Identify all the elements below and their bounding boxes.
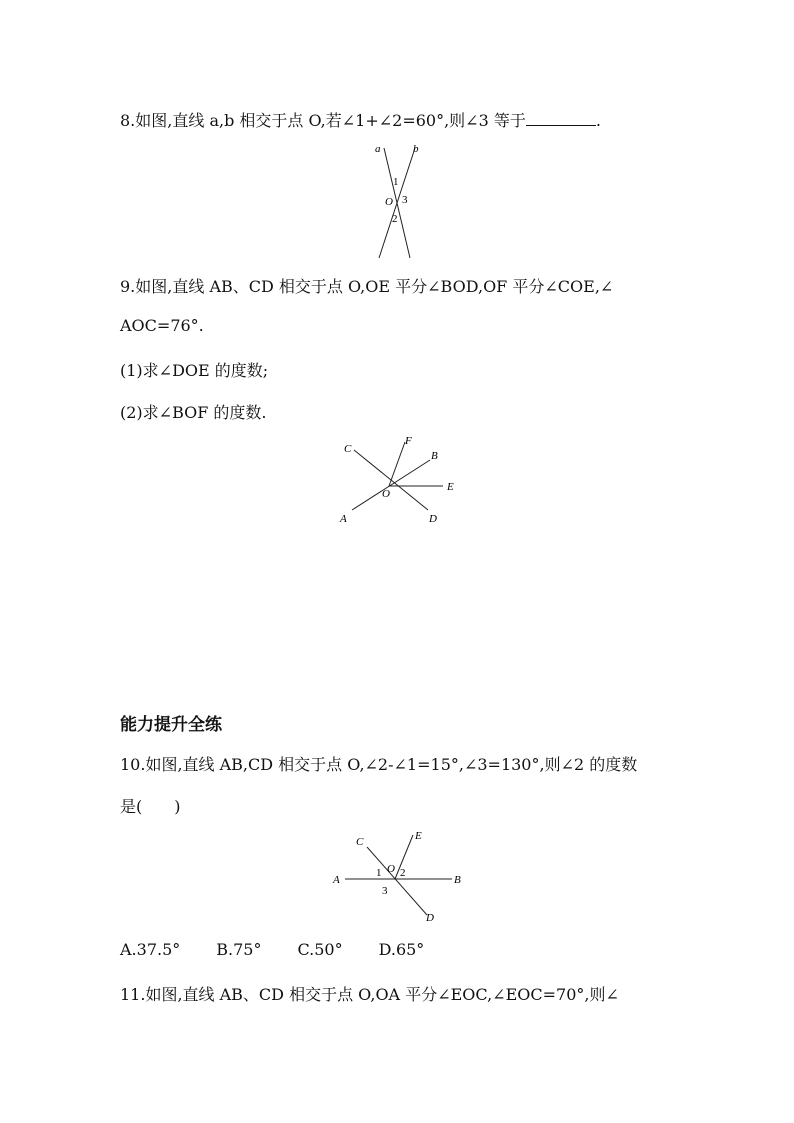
q9-part2: (2)求∠BOF 的度数.	[120, 403, 267, 422]
label-c: C	[356, 836, 364, 848]
label-1: 1	[393, 176, 399, 188]
q8-figure	[360, 138, 440, 263]
label-o: O	[382, 488, 390, 500]
q8-answer-blank[interactable]	[526, 111, 596, 126]
label-c: C	[344, 443, 352, 455]
label-2: 2	[392, 213, 398, 225]
line-cd	[367, 847, 427, 915]
label-o: O	[387, 863, 395, 875]
label-d: D	[429, 513, 437, 525]
q10-line2: 是( )	[120, 797, 181, 816]
ray-of	[389, 442, 405, 486]
label-b: B	[431, 450, 438, 462]
q8-end: .	[595, 111, 601, 130]
option-a[interactable]: A.37.5°	[120, 940, 181, 959]
label-1: 1	[376, 867, 382, 879]
label-f: F	[405, 435, 412, 447]
q10-line1: 10.如图,直线 AB,CD 相交于点 O,∠2-∠1=15°,∠3=130°,则∠2 的度数	[120, 755, 638, 774]
label-o: O	[385, 196, 393, 208]
option-d[interactable]: D.65°	[378, 940, 425, 959]
label-e: E	[415, 830, 422, 842]
q9-part1: (1)求∠DOE 的度数;	[120, 361, 269, 380]
q9-line2: AOC=76°.	[120, 316, 204, 335]
q8-stem: 8.如图,直线 a,b 相交于点 O,若∠1+∠2=60°,则∠3 等于	[120, 111, 526, 130]
label-a: A	[340, 513, 347, 525]
q10-options	[120, 940, 424, 959]
option-c[interactable]: C.50°	[297, 940, 343, 959]
label-a: a	[375, 143, 381, 155]
q8-text	[120, 108, 601, 131]
label-2: 2	[400, 867, 406, 879]
label-b: b	[413, 143, 419, 155]
label-a: A	[333, 874, 340, 886]
q10-figure	[325, 825, 470, 927]
option-b[interactable]: B.75°	[216, 940, 262, 959]
label-d: D	[426, 912, 434, 924]
q11-line1: 11.如图,直线 AB、CD 相交于点 O,OA 平分∠EOC,∠EOC=70°,则∠	[120, 985, 619, 1004]
q9-figure	[330, 430, 470, 530]
label-3: 3	[382, 885, 388, 897]
section-title: 能力提升全练	[120, 715, 222, 735]
q9-line1: 9.如图,直线 AB、CD 相交于点 O,OE 平分∠BOD,OF 平分∠COE,∠	[120, 277, 614, 296]
label-b: B	[454, 874, 461, 886]
label-e: E	[447, 481, 454, 493]
label-3: 3	[402, 194, 408, 206]
